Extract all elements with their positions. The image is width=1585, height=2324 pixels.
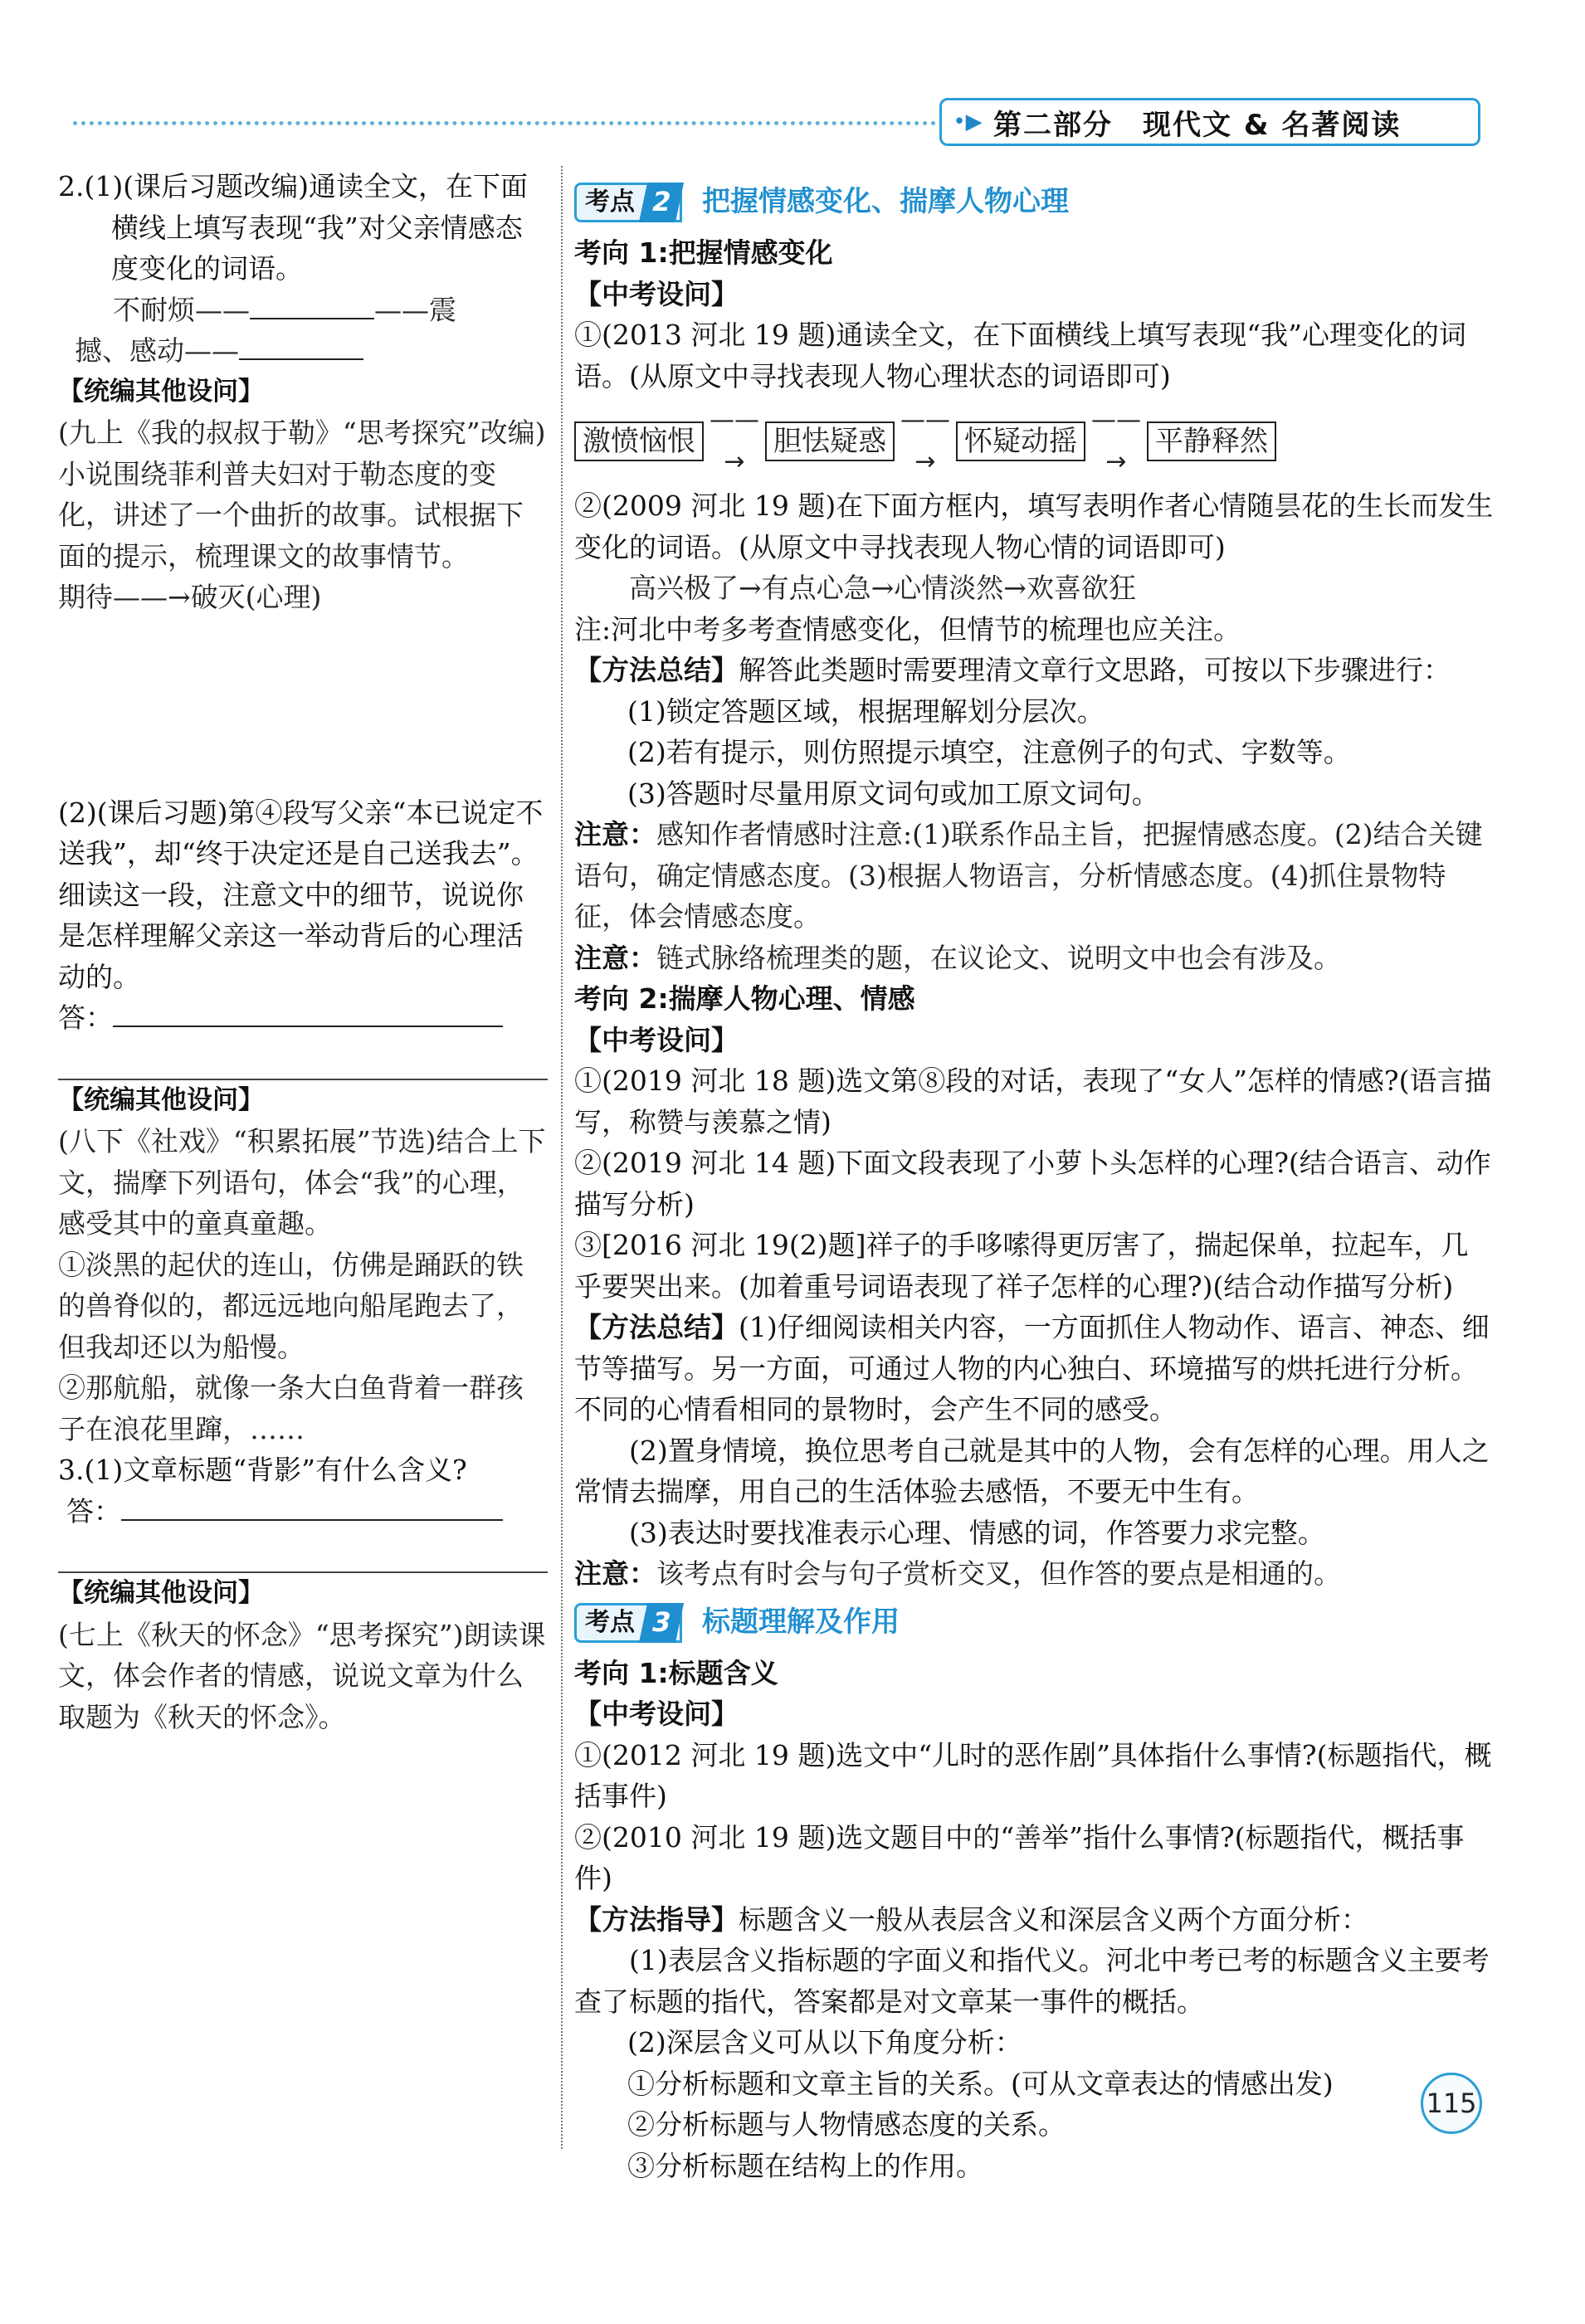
sentence-2: ②那航船，就像一条大白鱼背着一群孩子在浪花里蹿，……: [58, 1372, 524, 1445]
method-2-step-2: (2)置身情境，换位思考自己就是其中的人物，会有怎样的心理。用人之常情去揣摩，用自己的生活体验去感悟，不要无中生有。: [574, 1434, 1490, 1508]
answer-line-3[interactable]: 答：: [58, 1491, 548, 1532]
zhongkao-heading-3: 【中考设问】: [574, 1698, 739, 1730]
column-divider: [561, 166, 563, 2149]
exam-question-1: ①(2013 河北 19 题)通读全文，在下面横线上填写表现“我”心理变化的词语。(从原文中寻找表现人物心理状态的词语即可): [574, 319, 1466, 392]
question-2-2: (2)(课后习题)第④段写父亲“本已说定不送我”，却“终于决定还是自己送我去”。细读这一段，注意文中的细节，说说你是怎样理解父亲这一举动背后的心理活动的。: [58, 796, 544, 993]
section-2-title: [574, 178, 1495, 227]
answer-blank-3: [121, 1494, 503, 1521]
left-column: [58, 166, 548, 1737]
other-question-text-3: (七上《秋天的怀念》“思考探究”)朗读课文，体会作者的情感，说说文章为什么取题为《秋天的怀念》。: [58, 1618, 546, 1733]
section-2-badge: 考点 2: [574, 183, 682, 222]
answer-line-3-extra[interactable]: [58, 1535, 548, 1573]
page-number: 115: [1421, 2073, 1482, 2134]
right-column: [574, 174, 1495, 2186]
question-2-1: 2.(1)(课后习题改编)通读全文，在下面横线上填写表现“我”对父亲情感态度变化的词语。: [58, 170, 528, 285]
direction-1: 考向 1:把握情感变化: [574, 236, 833, 269]
attention-2: 注意：链式脉络梳理类的题，在议论文、说明文中也会有涉及。: [574, 941, 1341, 974]
exam-question-r3: ③[2016 河北 19(2)题]祥子的手哆嗦得更厉害了，揣起保单，拉起车，几乎要哭出来。(加着重号词语表现了祥子怎样的心理?)(结合动作描写分析): [574, 1229, 1469, 1303]
section-3-title: [574, 1598, 1495, 1648]
fill-line-1: 不耐烦—— ——震: [113, 293, 456, 326]
method-step-1: (1)锁定答题区域，根据理解划分层次。: [627, 694, 1105, 728]
header-title: 第二部分 现代文 & 名著阅读: [993, 108, 1402, 142]
exam-question-2: ②(2009 河北 19 题)在下面方框内，填写表明作者心情随昙花的生长而发生变化的词语。(从原文中寻找表现人物心情的词语即可): [574, 490, 1494, 563]
fill-line-2: 撼、感动——: [58, 330, 548, 372]
answer-blank: [113, 1001, 503, 1027]
method-step-2: (2)若有提示，则仿照提示填空，注意例子的句式、字数等。: [627, 736, 1351, 768]
sentence-1: ①淡黑的起伏的连山，仿佛是踊跃的铁的兽脊似的，都远远地向船尾跑去了，但我却还以为船慢。: [58, 1248, 524, 1363]
flow-box-4: 平静释然: [1147, 421, 1276, 461]
attention-1: 注意：感知作者情感时注意:(1)联系作品主旨，把握情感态度。(2)结合关键语句，确定情感态度。(3)根据人物语言，分析情感态度。(4)抓住景物特征，体会情感态度。: [574, 818, 1483, 933]
section-2-name: 把握情感变化、揣摩人物心理: [702, 185, 1069, 219]
header-banner: [939, 98, 1480, 146]
direction-2: 考向 2:揣摩人物心理、情感: [574, 982, 915, 1015]
other-question-heading-2: 【统编其他设问】: [58, 1084, 264, 1115]
plot-hint: 期待——→破灭(心理): [58, 581, 322, 613]
flow-arrow-icon: ——→: [710, 406, 759, 476]
method-step-3: (3)答题时尽量用原文词句或加工原文词句。: [627, 777, 1159, 810]
note-1: 注:河北中考多考查情感变化，但情节的梳理也应关注。: [574, 612, 1241, 646]
method-guide: 【方法指导】标题含义一般从表层含义和深层含义两个方面分析：: [574, 1903, 1368, 1936]
other-question-text: (九上《我的叔叔于勒》“思考探究”改编)小说围绕菲利普夫妇对于勒态度的变化，讲述了一个曲折的故事。试根据下面的提示，梳理课文的故事情节。: [58, 417, 546, 572]
exam-answer-2: 高兴极了→有点心急→心情淡然→欢喜欲狂: [629, 572, 1136, 604]
answer-line[interactable]: 答：: [58, 997, 548, 1039]
other-question-heading: 【统编其他设问】: [58, 376, 264, 407]
emotion-flow: [574, 400, 1495, 482]
header-arrow-icon: •▶: [953, 110, 983, 134]
guide-2a: ①分析标题和文章主旨的关系。(可从文章表达的情感出发): [627, 2067, 1334, 2100]
section-3-badge: 考点 3: [574, 1603, 682, 1643]
blank-1[interactable]: [250, 293, 374, 319]
exam-question-r2: ②(2019 河北 14 题)下面文段表现了小萝卜头怎样的心理?(结合语言、动作描写分析): [574, 1147, 1491, 1220]
zhongkao-heading-2: 【中考设问】: [574, 1023, 739, 1056]
exam-question-r1: ①(2019 河北 18 题)选文第⑧段的对话，表现了“女人”怎样的情感?(语言描写，称赞与羡慕之情): [574, 1065, 1492, 1138]
flow-arrow-icon: ——→: [900, 406, 950, 476]
direction-3: 考向 1:标题含义: [574, 1656, 778, 1689]
method-summary-1: 【方法总结】解答此类题时需要理清文章行文思路，可按以下步骤进行：: [574, 654, 1451, 686]
method-summary-2: 【方法总结】(1)仔细阅读相关内容，一方面抓住人物动作、语言、神态、细节等描写。另一方面，可通过人物的内心独白、环境描写的烘托进行分析。不同的心情看相同的景物时，会产生不同的感受。: [574, 1311, 1490, 1425]
header-dotted-line: [73, 121, 936, 125]
blank-2[interactable]: [239, 334, 363, 360]
flow-box-3: 怀疑动摇: [956, 421, 1085, 461]
zhongkao-heading-1: 【中考设问】: [574, 277, 739, 310]
answer-line-extra[interactable]: [58, 1042, 548, 1080]
exam-question-t2: ②(2010 河北 19 题)选文题目中的“善举”指什么事情?(标题指代，概括事件): [574, 1820, 1465, 1894]
flow-box-2: 胆怯疑惑: [765, 421, 895, 461]
other-question-heading-3: 【统编其他设问】: [58, 1578, 264, 1608]
question-3-1: 3.(1)文章标题“背影”有什么含义?: [58, 1454, 467, 1486]
method-2-step-3: (3)表达时要找准表示心理、情感的词，作答要力求完整。: [629, 1516, 1325, 1549]
guide-2c: ③分析标题在结构上的作用。: [627, 2149, 983, 2182]
guide-2: (2)深层含义可从以下角度分析：: [627, 2026, 1022, 2058]
guide-1: (1)表层含义指标题的字面义和指代义。河北中考已考的标题含义主要考查了标题的指代，答案都是对文章某一事件的概括。: [574, 1944, 1490, 2018]
section-3-name: 标题理解及作用: [702, 1605, 900, 1639]
flow-arrow-icon: ——→: [1091, 406, 1141, 476]
guide-2b: ②分析标题与人物情感态度的关系。: [627, 2108, 1066, 2141]
attention-3: 注意：该考点有时会与句子赏析交叉，但作答的要点是相通的。: [574, 1557, 1341, 1590]
other-question-text-2: (八下《社戏》“积累拓展”节选)结合上下文，揣摩下列语句，体会“我”的心理，感受其中的童真童趣。: [58, 1125, 546, 1240]
answer-space: [58, 618, 548, 792]
flow-box-1: 激愤恼恨: [574, 421, 704, 461]
exam-question-t1: ①(2012 河北 19 题)选文中“儿时的恶作剧”具体指什么事情?(标题指代，概括事件): [574, 1738, 1492, 1812]
